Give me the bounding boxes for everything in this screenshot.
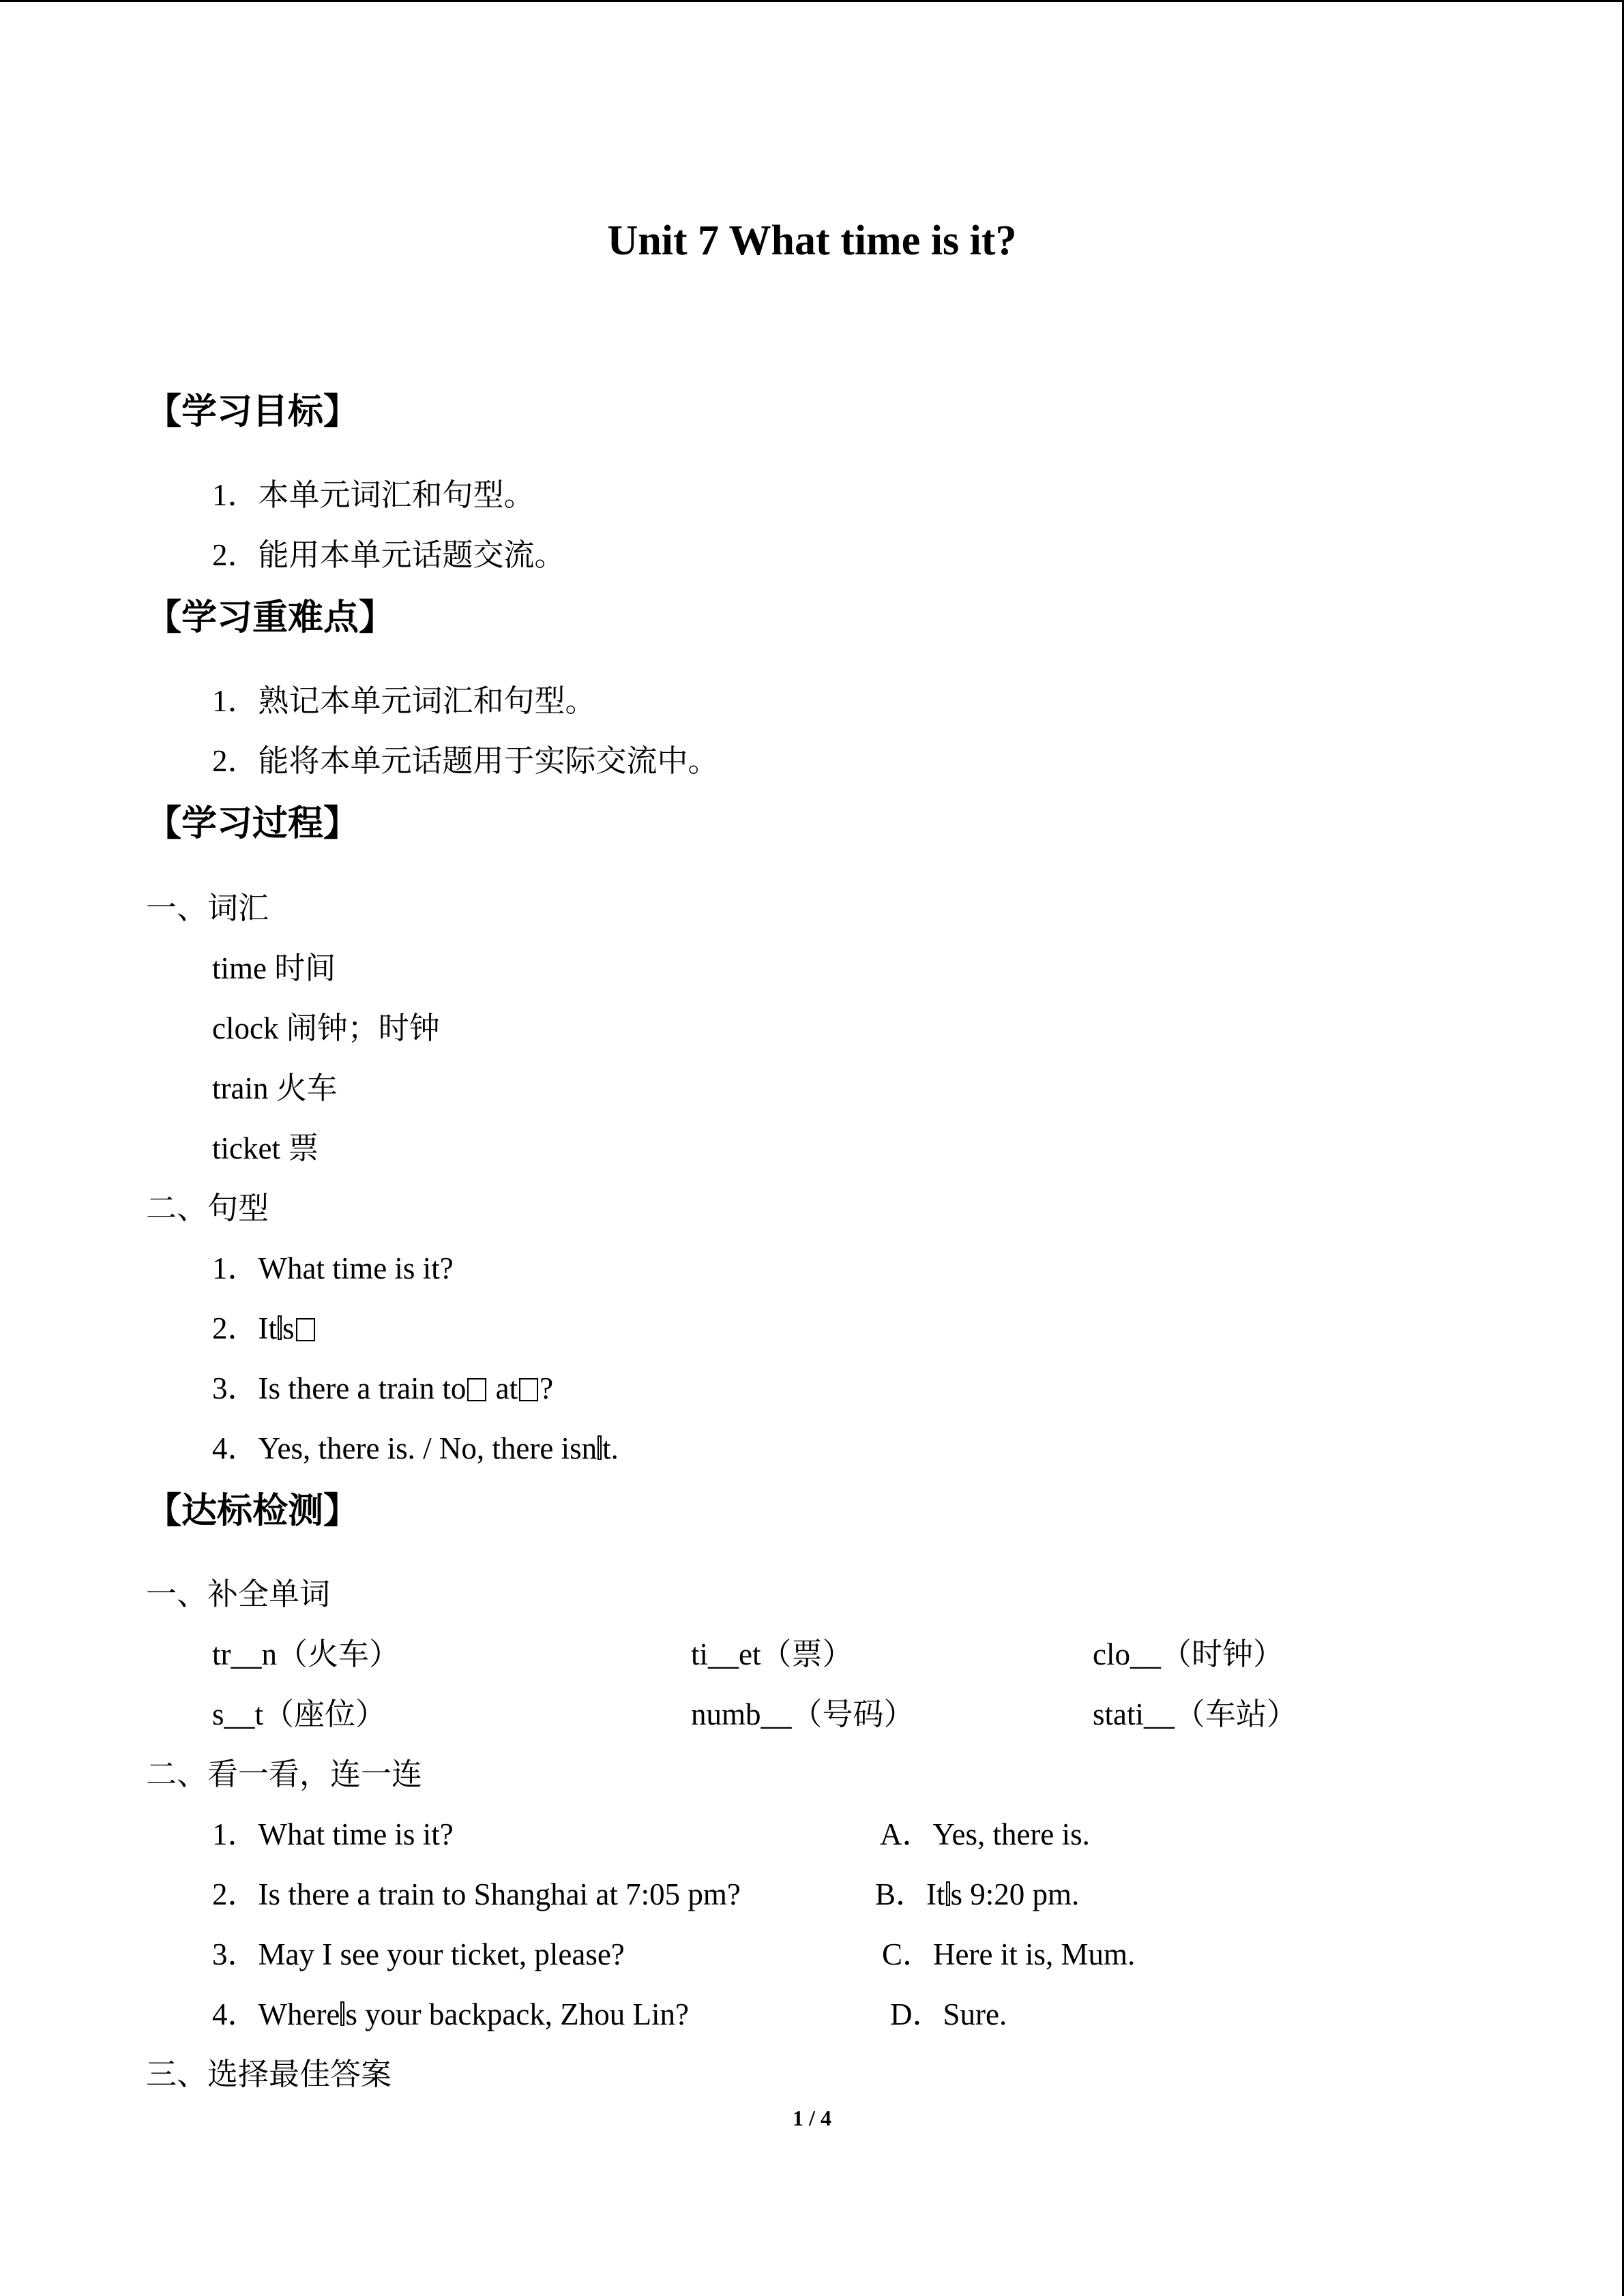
match-answer-c: C．Here it is, Mum. (882, 1937, 1136, 1971)
goals-heading: 【学习目标】 (146, 391, 359, 432)
fill-word-clock: clo__（时钟） (1093, 1637, 1284, 1671)
sentence-1: 1．What time is it? (212, 1251, 454, 1285)
vocab-item-time: time 时间 (212, 951, 336, 985)
page-number: 1 / 4 (793, 2106, 831, 2130)
vocab-item-clock: clock 闹钟；时钟 (212, 1011, 440, 1045)
fill-word-station: stati__（车站） (1093, 1697, 1297, 1731)
goal-item-2: 2．能用本单元话题交流。 (212, 538, 565, 572)
match-question-1: 1．What time is it? (212, 1817, 454, 1851)
sentence-2: 2．It s (212, 1313, 316, 1344)
match-answer-d: D．Sure. (890, 1997, 1007, 2031)
key-points-heading: 【学习重难点】 (146, 597, 395, 638)
sentence-title: 二、句型 (146, 1191, 269, 1225)
match-question-4: 4．Where s your backpack, Zhou Lin? (212, 1997, 689, 2031)
fill-word-ticket: ti__et（票） (691, 1637, 853, 1671)
match-question-2: 2．Is there a train to Shanghai at 7:05 pm? (212, 1877, 741, 1911)
sentence-4: 4．Yes, there is. / No, there isn t. (212, 1431, 619, 1465)
placeholder-box (519, 1378, 538, 1401)
key-point-item-2: 2．能将本单元话题用于实际交流中。 (212, 744, 719, 778)
match-question-3: 3．May I see your ticket, please? (212, 1937, 625, 1971)
goal-item-1: 1．本单元词汇和句型。 (212, 478, 535, 512)
placeholder-box (467, 1378, 486, 1401)
missing-glyph-box (597, 1435, 602, 1460)
missing-glyph-box (278, 1315, 282, 1340)
missing-glyph-box (340, 2001, 344, 2026)
sentence-3: 3．Is there a train to at ? (212, 1371, 554, 1405)
choice-title: 三、选择最佳答案 (146, 2057, 392, 2091)
vocab-item-train: train 火车 (212, 1071, 338, 1105)
page-top-border (0, 0, 1624, 2)
vocab-item-ticket: ticket 票 (212, 1131, 319, 1165)
document-title: Unit 7 What time is it? (607, 218, 1017, 264)
fill-title: 一、补全单词 (146, 1577, 331, 1611)
fill-word-number: numb__（号码） (691, 1697, 915, 1731)
fill-word-seat: s__t（座位） (212, 1697, 387, 1731)
placeholder-box (296, 1318, 315, 1341)
fill-word-train: tr__n（火车） (212, 1637, 400, 1671)
vocab-title: 一、词汇 (146, 891, 269, 925)
match-title: 二、看一看，连一连 (146, 1757, 423, 1791)
key-point-item-1: 1．熟记本单元词汇和句型。 (212, 684, 596, 718)
missing-glyph-box (946, 1881, 950, 1906)
match-answer-a: A．Yes, there is. (880, 1817, 1090, 1851)
test-heading: 【达标检测】 (146, 1491, 359, 1532)
process-heading: 【学习过程】 (146, 803, 359, 844)
match-answer-b: B．It s 9:20 pm. (875, 1877, 1080, 1911)
